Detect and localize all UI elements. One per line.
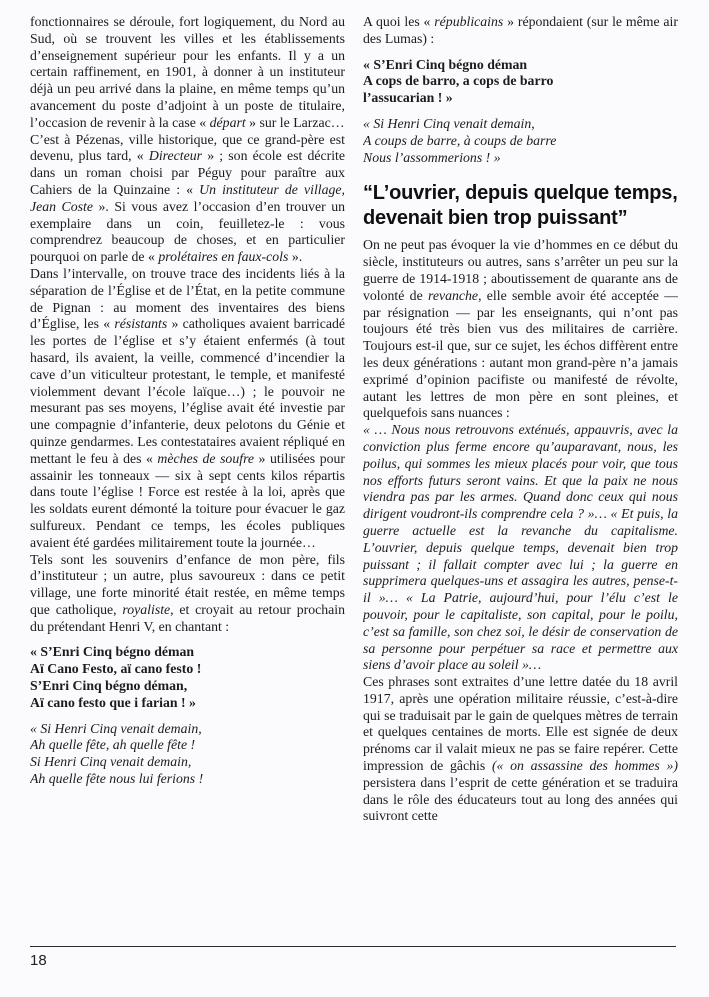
document-page <box>30 14 678 997</box>
verse-line: « Si Henri Cinq venait demain, <box>363 115 535 131</box>
italic-run: revanche <box>428 287 479 303</box>
text-run: fonctionnaires se déroule, fort logiquement, du Nord au Sud, où se trouvent les villes et les établissements d’enseignement supérieur pour les enfants. Il y a un certain raffinement, en 1901, à donner à un instituteur déjà un peu arrivé dans la plaine, en même temps qu’un avancement du poste d’adjoint à un poste de titulaire, l’occasion de revenir à la case « <box>30 14 345 130</box>
verse-line: A coups de barre, à coups de barre <box>363 132 557 148</box>
paragraph <box>363 237 678 422</box>
text-run: , elle semble avoir été acceptée — par résignation — par les enseignants, qui n’ont pas toujours été très bien vus des militaires de carrière. Toujours est-il que, sur ce sujet, les échos diffèrent entre les deux générations : autant mon grand-père n’a jamais exprimé d’opinion pacifiste ou manifesté de révolte, autant les lettres de mon père en sont pleines, et quelquefois sans nuances : <box>363 287 678 421</box>
paragraph <box>30 14 345 132</box>
text-run: » utilisées pour assainir les tonneaux — six à sept cents kilos répartis dans toute l’église ! Force est restée à la loi, après que les soldats eurent démonté la toiture pour évacuer le gaz sulfureux. Pendant ce temps, les écoles publiques avaient été gardées militairement toute la journée… <box>30 450 345 550</box>
italic-run: républicains <box>434 14 504 29</box>
verse-line: « Si Henri Cinq venait demain, <box>30 720 202 736</box>
text-run: persistera dans l’esprit de cette génération et se traduira dans le rôle des éducateurs tout au long des années qui suivront cette <box>363 774 678 824</box>
verse-line: Nous l’assommerions ! » <box>363 149 501 165</box>
verse-french-translation <box>30 721 345 788</box>
italic-run: mèches de soufre <box>157 450 255 466</box>
verse-occitan-republican <box>363 57 678 107</box>
italic-run: Directeur <box>148 148 202 164</box>
italic-run: (« on assassine des hommes ») <box>491 758 678 774</box>
two-column-text-area <box>30 14 678 940</box>
text-run: C’est à Pézenas, ville historique, que ce grand-père est devenu, plus tard, « <box>30 131 345 164</box>
paragraph <box>363 14 678 48</box>
paragraph <box>30 132 345 266</box>
italic-run: résistants <box>114 316 168 332</box>
verse-line: A cops de barro, a cops de barro <box>363 73 554 89</box>
text-run: , et croyait au retour prochain du prétendant Henri V, en chantant : <box>30 601 345 634</box>
verse-line: Si Henri Cinq venait demain, <box>30 754 192 770</box>
text-run: Ces phrases sont extraites d’une lettre datée du 18 avril 1917, après une opération militaire réussie, c’est-à-dire qui se traduisait par le gain de quelques mètres de terrain et quelques centaines de morts. Elle est signée de deux prénoms car il valait mieux ne pas se faire repérer. Cette impression de gâchis <box>363 674 678 774</box>
text-run: » sur le Larzac… <box>245 114 345 130</box>
paragraph <box>30 266 345 552</box>
verse-line: Aï Cano Festo, aï cano festo ! <box>30 661 202 677</box>
verse-occitan-royalist <box>30 644 345 711</box>
paragraph <box>30 552 345 636</box>
verse-line: l’assucarian ! » <box>363 90 453 106</box>
text-run: On ne peut pas évoquer la vie d’hommes en ce début du siècle, instituteurs ou autres, sans s’arrêter un peu sur la guerre de 1914-1918 ; aboutissement de quarante ans de volonté de <box>363 237 678 303</box>
quoted-letter-paragraph <box>363 422 678 674</box>
page-number: 18 <box>30 952 47 969</box>
italic-run: « … Nous nous retrouvons exténués, appauvris, avec la conviction plus ferme encore qu’auparavant, nous, les poilus, qui sommes les mieux placés pour voir, que tous nos efforts futurs seront vains. Et que la paix ne nous viendra pas par les armes. Quand donc ceux qui nous dirigent voudront-ils comprendre cela ? »… « Et puis, la guerre actuelle est la revanche du capitalisme. L’ouvrier, depuis quelque temps, devenait bien trop puissant ; il fallait compter avec lui ; la guerre en supprimera quelques-uns et assagira les autres, pense-t-il »… « La Patrie, aujourd’hui, pour l’élu c’est le pouvoir, pour le capitaliste, son capital, pour le poilu, c’est sa famille, son chez soi, le désir de conservation de sa personne pour perpétuer sa race et permettre aux siens d’avoir place au soleil »… <box>363 422 678 673</box>
right-column <box>363 14 678 940</box>
italic-run: Un instituteur de village, Jean Coste <box>30 181 345 214</box>
text-run: ». <box>288 249 303 265</box>
text-run: » ; son école est décrite dans un roman choisi par Péguy pour paraître aux Cahiers de la Quinzaine : « <box>30 148 345 197</box>
verse-french-translation <box>363 116 678 166</box>
verse-line: S’Enri Cinq bégno déman, <box>30 678 188 694</box>
footer-rule <box>30 946 676 969</box>
section-heading: “L’ouvrier, depuis quelque temps, devenait bien trop puissant” <box>363 182 678 229</box>
text-run: ». Si vous avez l’occasion d’en trouver un exemplaire dans un coin, feuilletez-le : vous comprendrez beaucoup de choses, et en particulier pourquoi on parle de « <box>30 198 345 265</box>
text-run: A quoi les « <box>363 14 435 29</box>
italic-run: départ <box>209 114 246 130</box>
text-run: Dans l’intervalle, on trouve trace des incidents liés à la séparation de l’Église et de l’État, en la petite commune de Pignan : au moment des inventaires des biens d’Église, les « <box>30 265 345 332</box>
verse-line: Ah quelle fête nous lui ferions ! <box>30 771 204 787</box>
verse-line: « S’Enri Cinq bégno déman <box>363 56 528 72</box>
verse-line: « S’Enri Cinq bégno déman <box>30 644 195 660</box>
left-column <box>30 14 345 940</box>
text-run: » catholiques avaient barricadé les portes de l’église et s’y étaient enfermés (à tout hasard, ils avaient, la veille, commencé d’incendier la cave d’un viticulteur protestant, le temple, et manifesté violemment devant l’école laïque…) ; le pouvoir ne mesurant pas ses moyens, l’église avait été investie par une compagnie d’infanterie, deux pelotons du Génie et quinze gendarmes. Les contestataires avaient répliqué en mettant le feu à des « <box>30 316 345 466</box>
italic-run: prolétaires en faux-cols <box>158 249 289 265</box>
verse-line: Ah quelle fête, ah quelle fête ! <box>30 737 196 753</box>
text-run: » répondaient (sur le même air des Lumas) : <box>363 14 678 46</box>
paragraph <box>363 674 678 825</box>
italic-run: royaliste <box>122 601 171 617</box>
verse-line: Aï cano festo que i farian ! » <box>30 694 196 710</box>
text-run: Tels sont les souvenirs d’enfance de mon père, fils d’instituteur ; un autre, plus savoureux : dans ce petit village, une forte minorité était restée, en même temps que catholique, <box>30 551 345 617</box>
